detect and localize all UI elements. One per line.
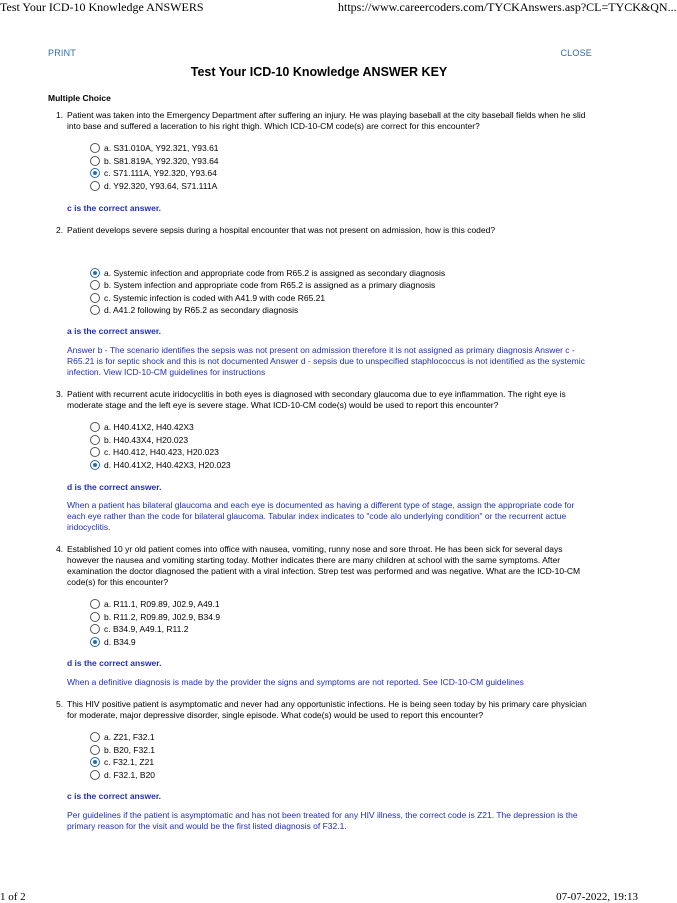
answer-5: c is the correct answer.	[67, 791, 162, 801]
option-3d[interactable]	[90, 460, 231, 471]
radio-icon[interactable]	[90, 745, 100, 755]
radio-icon[interactable]	[90, 422, 100, 432]
explanation-5: Per guidelines if the patient is asymptomatic and has not been treated for any HIV illness, the correct code is Z21. The depression is the primary reason for the visit and would be the first listed diagnosis of F32.1.	[67, 810, 578, 831]
option-4a[interactable]	[90, 599, 220, 610]
browser-page-title: Test Your ICD-10 Knowledge ANSWERS	[0, 0, 204, 14]
radio-icon[interactable]	[90, 770, 100, 780]
option-label: b. S81.819A, Y92.320, Y93.64	[104, 156, 219, 166]
option-3c[interactable]	[90, 447, 219, 458]
question-4	[56, 544, 596, 588]
radio-icon[interactable]	[90, 732, 100, 742]
option-label: d. F32.1, B20	[104, 770, 156, 780]
question-text: Established 10 yr old patient comes into office with nausea, vomiting, runny nose and sore throat. He has been sick for several days however the nausea and vomiting starting today. Mother indicates there are many children at school with the same symptoms. After examination the doctor diagnosed the patient with a viral infection. Strep test was performed and was negative. What are the ICD-10-CM code(s) for this encounter?	[67, 544, 581, 587]
option-1d[interactable]	[90, 181, 217, 192]
option-label: a. Z21, F32.1	[104, 732, 155, 742]
option-5c[interactable]	[90, 757, 154, 768]
option-label: d. H40.41X2, H40.42X3, H20.023	[104, 460, 231, 470]
radio-icon[interactable]	[90, 156, 100, 166]
option-3a[interactable]	[90, 422, 194, 433]
option-4b[interactable]	[90, 612, 220, 623]
option-label: d. B34.9	[104, 637, 136, 647]
question-number: 3.	[56, 389, 64, 399]
option-label: c. S71.111A, Y92.320, Y93.64	[104, 168, 217, 178]
question-1	[56, 110, 596, 132]
question-5	[56, 699, 596, 721]
radio-selected-icon[interactable]	[90, 168, 100, 178]
page-number: 1 of 2	[0, 891, 26, 903]
question-text: This HIV positive patient is asymptomatic and never had any opportunistic infections. He is being seen today by his primary care physician for moderate, major depressive disorder, single episode. What code(s) would be used to report this encounter?	[67, 699, 587, 720]
option-2c[interactable]	[90, 293, 325, 304]
question-3	[56, 389, 596, 411]
radio-icon[interactable]	[90, 280, 100, 290]
option-label: b. B20, F32.1	[104, 745, 156, 755]
option-5b[interactable]	[90, 745, 155, 756]
option-5d[interactable]	[90, 770, 155, 781]
option-label: c. H40.412, H40.423, H20.023	[104, 447, 219, 457]
radio-icon[interactable]	[90, 293, 100, 303]
radio-selected-icon[interactable]	[90, 268, 100, 278]
radio-icon[interactable]	[90, 447, 100, 457]
radio-selected-icon[interactable]	[90, 460, 100, 470]
print-datetime: 07-07-2022, 19:13	[556, 891, 638, 903]
radio-icon[interactable]	[90, 143, 100, 153]
radio-icon[interactable]	[90, 435, 100, 445]
radio-icon[interactable]	[90, 612, 100, 622]
option-2d[interactable]	[90, 305, 298, 316]
option-label: a. H40.41X2, H40.42X3	[104, 422, 194, 432]
section-heading: Multiple Choice	[48, 93, 111, 103]
radio-icon[interactable]	[90, 305, 100, 315]
question-text: Patient develops severe sepsis during a hospital encounter that was not present on admission, how is this coded?	[67, 225, 496, 235]
radio-icon[interactable]	[90, 624, 100, 634]
option-label: b. System infection and appropriate code from R65.2 is assigned as a primary diagnosis	[104, 280, 436, 290]
option-label: d. Y92.320, Y93.64, S71.111A	[104, 181, 218, 191]
explanation-4: When a definitive diagnosis is made by the provider the signs and symptoms are not reported. See ICD-10-CM guidelines	[67, 677, 524, 687]
option-1c[interactable]	[90, 168, 217, 179]
print-link[interactable]: PRINT	[48, 48, 76, 58]
question-2	[56, 225, 596, 236]
option-4c[interactable]	[90, 624, 188, 635]
option-label: a. R11.1, R09.89, J02.9, A49.1	[104, 599, 220, 609]
option-2b[interactable]	[90, 280, 435, 291]
radio-icon[interactable]	[90, 599, 100, 609]
option-1b[interactable]	[90, 156, 219, 167]
question-number: 2.	[56, 225, 64, 235]
option-label: c. B34.9, A49.1, R11.2	[104, 624, 189, 634]
option-5a[interactable]	[90, 732, 155, 743]
question-text: Patient was taken into the Emergency Department after suffering an injury. He was playing baseball at the city baseball fields when he slid into base and suffered a laceration to his right thigh. Which ICD-10-CM code(s) are correct for this encounter?	[67, 110, 586, 131]
answer-2: a is the correct answer.	[67, 326, 162, 336]
explanation-2: Answer b - The scenario identifies the sepsis was not present on admission therefore it is not assigned as primary diagnosis Answer c - R65.21 is for septic shock and this is not documented Answer d - sepsis due to unspecified staphlococcus is not identified as the systemic infection. View ICD-10-CM guidelines for instructions	[67, 345, 585, 377]
option-1a[interactable]	[90, 143, 219, 154]
radio-selected-icon[interactable]	[90, 637, 100, 647]
answer-4: d is the correct answer.	[67, 658, 162, 668]
option-label: b. R11.2, R09.89, J02.9, B34.9	[104, 612, 221, 622]
answer-3: d is the correct answer.	[67, 482, 162, 492]
question-number: 1.	[56, 110, 64, 120]
browser-url: https://www.careercoders.com/TYCKAnswers.asp?CL=TYCK&QN...	[338, 0, 677, 14]
radio-icon[interactable]	[90, 181, 100, 191]
option-2a[interactable]	[90, 268, 445, 279]
close-link[interactable]: CLOSE	[560, 48, 592, 58]
answer-1: c is the correct answer.	[67, 203, 162, 213]
option-3b[interactable]	[90, 435, 188, 446]
option-label: a. S31.010A, Y92.321, Y93.61	[104, 143, 219, 153]
question-text: Patient with recurrent acute iridocyclitis in both eyes is diagnosed with secondary glaucoma due to eye inflammation. The right eye is moderate stage and the left eye is severe stage. What ICD-10-CM code(s) would be used to report this encounter?	[67, 389, 566, 410]
option-label: b. H40.43X4, H20.023	[104, 435, 189, 445]
option-4d[interactable]	[90, 637, 136, 648]
option-label: d. A41.2 following by R65.2 as secondary diagnosis	[104, 305, 299, 315]
option-label: c. F32.1, Z21	[104, 757, 155, 767]
question-number: 5.	[56, 699, 64, 709]
option-label: a. Systemic infection and appropriate code from R65.2 is assigned as secondary diagnosis	[104, 268, 446, 278]
page-title: Test Your ICD-10 Knowledge ANSWER KEY	[190, 65, 448, 79]
explanation-3: When a patient has bilateral glaucoma and each eye is documented as having a different type of stage, assign the appropriate code for each eye rather than the code for bilateral glaucoma. Tabular index indicates to "code alo underlying condition" or the recurrent actue iridocyclitis.	[67, 500, 575, 532]
radio-selected-icon[interactable]	[90, 757, 100, 767]
question-number: 4.	[56, 544, 64, 554]
option-label: c. Systemic infection is coded with A41.9 with code R65.21	[104, 293, 326, 303]
